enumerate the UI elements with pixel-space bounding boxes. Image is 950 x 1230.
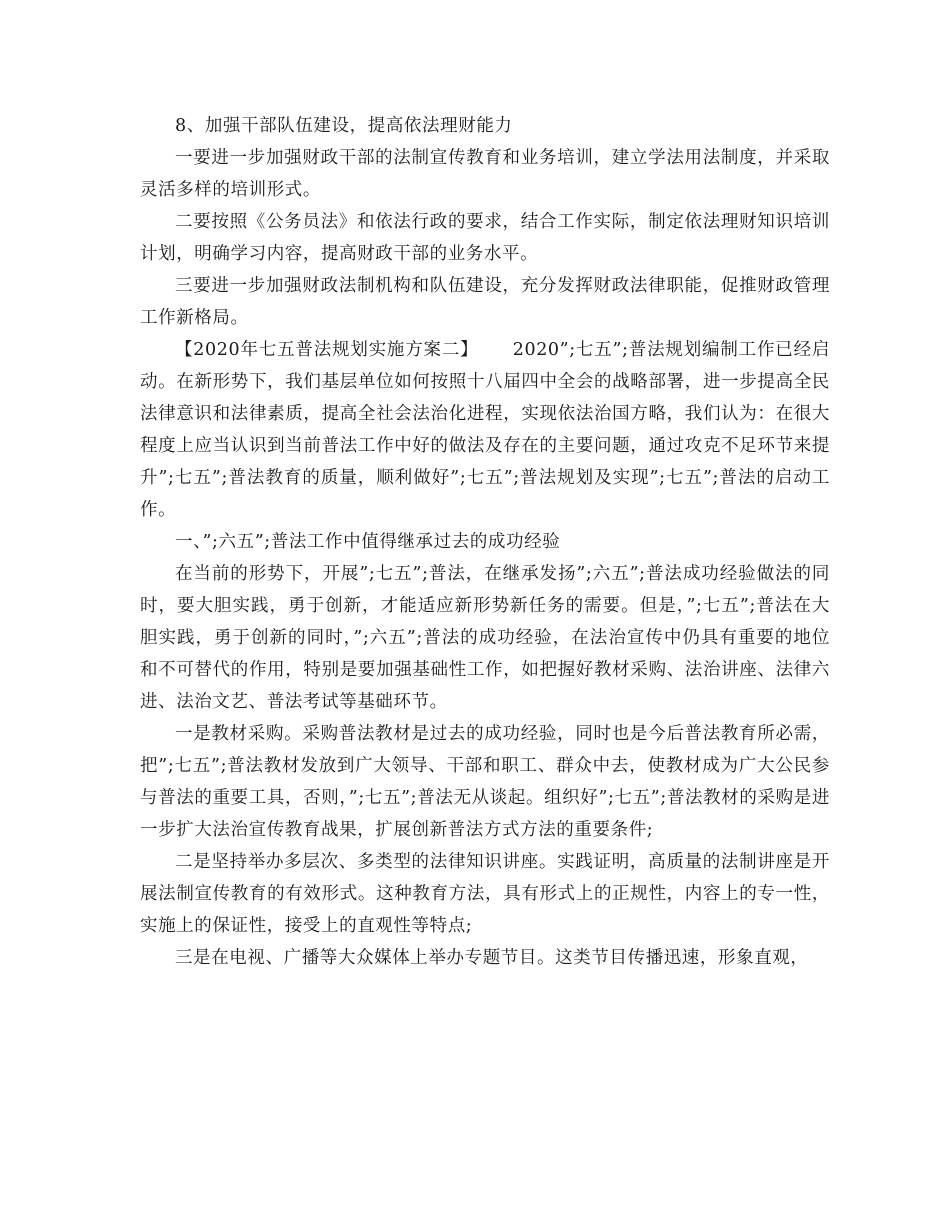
paragraph-law-lectures: 二是坚持举办多层次、多类型的法律知识讲座。实践证明，高质量的法制讲座是开展法制宣传教育的有效形式。这种教育方法，具有形式上的正规性，内容上的专一性，实施上的保证性，接受上的直观性等特点; <box>140 852 830 936</box>
section-heading-1: 一、”;六五”;普法工作中值得继承过去的成功经验 <box>175 532 561 552</box>
paragraph-media-programs: 三是在电视、广播等大众媒体上举办专题节目。这类节目传播迅速，形象直观， <box>175 948 809 968</box>
paragraph-current-situation: 在当前的形势下，开展”;七五”;普法，在继承发扬”;六五”;普法成功经验做法的同时，要大胆实践，勇于创新，才能适应新形势新任务的需要。但是，”;七五”;普法在大胆实践，勇于创新的同时，”;六五”;普法的成功经验，在法治宣传中仍具有重要的地位和不可替代的作用，特别是要加强基础性工作，如把握好教材采购、法治讲座、法律六进、法治文艺、普法考试等基础环节。 <box>140 564 830 712</box>
section-heading-8: 8、加强干部队伍建设，提高依法理财能力 <box>175 116 513 136</box>
paragraph-point-1: 一要进一步加强财政干部的法制宣传教育和业务培训，建立学法用法制度，并采取灵活多样的培训形式。 <box>140 148 830 200</box>
paragraph-point-2: 二要按照《公务员法》和依法行政的要求，结合工作实际，制定依法理财知识培训计划，明确学习内容，提高财政干部的业务水平。 <box>140 212 830 264</box>
paragraph-point-3: 三要进一步加强财政法制机构和队伍建设，充分发挥财政法律职能，促推财政管理工作新格局。 <box>140 276 830 328</box>
paragraph-textbook-procurement: 一是教材采购。采购普法教材是过去的成功经验，同时也是今后普法教育所必需，把”;七五”;普法教材发放到广大领导、干部和职工、群众中去，使教材成为广大公民参与普法的重要工具，否则，”;七五”;普法无从谈起。组织好”;七五”;普法教材的采购是进一步扩大法治宣传教育战果，扩展创新普法方式方法的重要条件; <box>140 724 830 840</box>
document-body <box>140 110 830 974</box>
paragraph-plan-two-intro: 【2020年七五普法规划实施方案二】 2020”;七五”;普法规划编制工作已经启动。在新形势下，我们基层单位如何按照十八届四中全会的战略部署，进一步提高全民法律意识和法律素质，提高全社会法治化进程，实现依法治国方略，我们认为：在很大程度上应当认识到当前普法工作中好的做法及存在的主要问题，通过攻克不足环节来提升”;七五”;普法教育的质量，顺利做好”;七五”;普法规划及实现”;七五”;普法的启动工作。 <box>140 340 830 520</box>
